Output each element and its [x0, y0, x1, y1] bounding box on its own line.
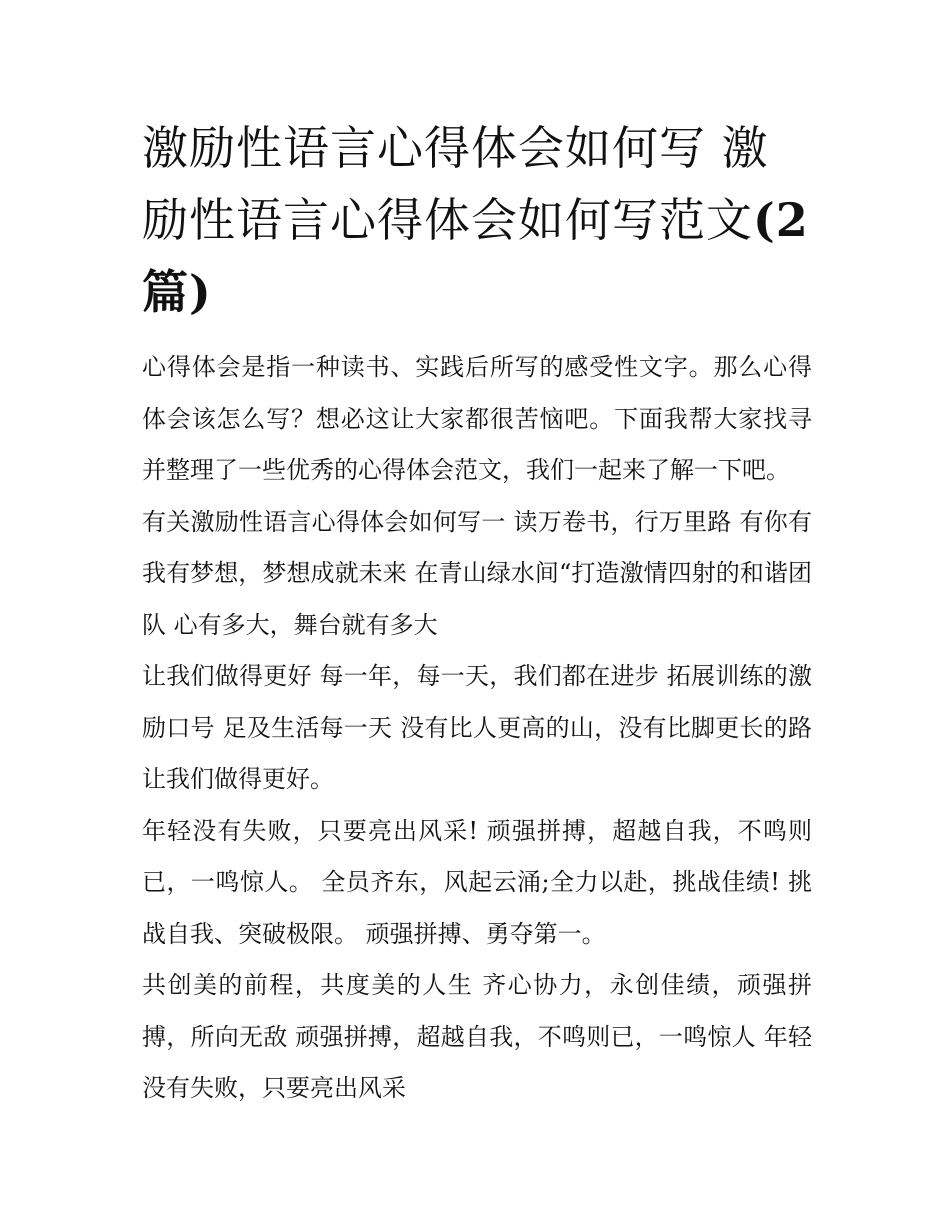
body-paragraph-3: 年轻没有失败，只要亮出风采! 顽强拼搏，超越自我，不鸣则已，一鸣惊人。 全员齐东，风起云涌;全力以赴，挑战佳绩! 挑战自我、突破极限。 顽强拼搏、勇夺第一。 — [142, 816, 812, 948]
intro-paragraph: 心得体会是指一种读书、实践后所写的感受性文字。那么心得体会该怎么写？想必这让大家都很苦恼吧。下面我帮大家找寻并整理了一些优秀的心得体会范文，我们一起来了解一下吧。 — [142, 353, 812, 484]
body-paragraph-4: 共创美的前程，共度美的人生 齐心协力，永创佳绩，顽强拼搏，所向无敌 顽强拼搏，超越自我，不鸣则已，一鸣惊人 年轻没有失败，只要亮出风采 — [142, 971, 812, 1102]
document-body — [142, 112, 812, 1115]
document-title-text: 激励性语言心得体会如何写 激励性语言心得体会如何写范文 — [142, 121, 769, 247]
document-title — [142, 112, 812, 328]
body-paragraph-1: 有关激励性语言心得体会如何写一 读万卷书，行万里路 有你有我有梦想，梦想成就未来 在青山绿水间“打造激情四射的和谐团队 心有多大，舞台就有多大 — [142, 507, 812, 639]
body-paragraph-2: 让我们做得更好 每一年，每一天，我们都在进步 拓展训练的激励口号 足及生活每一天 没有比人更高的山，没有比脚更长的路 让我们做得更好。 — [142, 662, 812, 793]
document-title-count: (2篇) — [142, 193, 809, 319]
